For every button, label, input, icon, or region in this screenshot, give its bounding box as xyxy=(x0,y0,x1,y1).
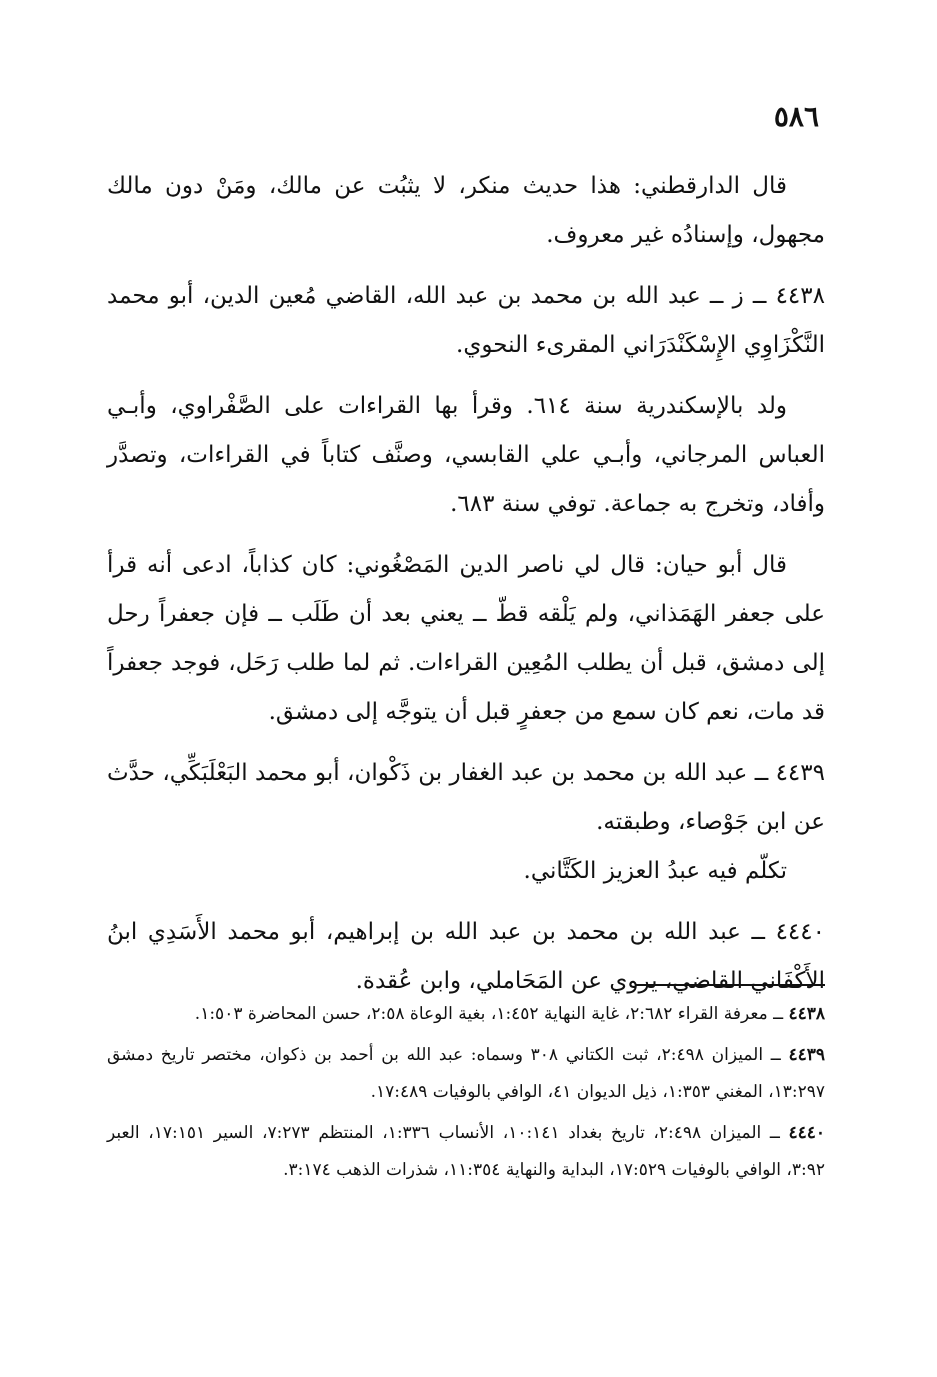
main-text xyxy=(107,162,825,1006)
footnote-divider xyxy=(635,984,825,986)
paragraph-daraqutni: قال الدارقطني: هذا حديث منكر، لا يثبُت عن مالك، ومَنْ دون مالك مجهول، وإسنادُه غير معروف. xyxy=(107,173,825,248)
paragraph-abu-hayyan: قال أبو حيان: قال لي ناصر الدين المَصْغُوني: كان كذاباً، ادعى أنه قرأ على جعفر الهَمَذاني، ولم يَلْقه قطّ ــ يعني بعد أن طَلَب ــ فإن جعفراً رحل إلى دمشق، قبل أن يطلب المُعِين القراءات. ثم لما طلب رَحَل، فوجد جعفراً قد مات، نعم كان سمع من جعفرٍ قبل أن يتوجَّه إلى دمشق. xyxy=(107,552,825,725)
page-number: ٥٨٦ xyxy=(773,100,819,133)
footnote-item xyxy=(107,1115,825,1189)
footnote-number: ٤٤٣٩ xyxy=(788,1045,825,1065)
entry-4438: ٤٤٣٨ ــ ز ــ عبد الله بن محمد بن عبد الله، القاضي مُعين الدين، أبو محمد النَّكْزَاوِي الإِسْكَنْدَرَاني المقرىء النحوي. xyxy=(107,283,825,358)
entry-4439: ٤٤٣٩ ــ عبد الله بن محمد بن عبد الغفار بن ذَكْوان، أبو محمد البَعْلَبَكِّي، حدَّث عن ابن جَوْصاء، وطبقته. xyxy=(107,760,825,835)
footnotes xyxy=(107,996,825,1193)
footnote-text: ــ الميزان ٢:٤٩٨، تاريخ بغداد ١٠:١٤١، الأنساب ١:٣٣٦، المنتظم ٧:٢٧٣، السير ١٧:١٥١، العبر ٣:٩٢، الوافي بالوفيات ١٧:٥٢٩، البداية والنهاية ١١:٣٥٤، شذرات الذهب ٣:١٧٤. xyxy=(107,1123,825,1180)
footnote-number: ٤٤٤٠ xyxy=(788,1123,825,1143)
entry-4440: ٤٤٤٠ ــ عبد الله بن محمد بن عبد الله بن إبراهيم، أبو محمد الأَسَدِي ابنُ الأَكْفَاني القاضي، يروي عن المَحَاملي، وابن عُقدة. xyxy=(107,919,825,994)
footnote-item xyxy=(107,996,825,1033)
footnote-item xyxy=(107,1037,825,1111)
footnote-text: ــ معرفة القراء ٢:٦٨٢، غاية النهاية ١:٤٥٢، بغية الوعاة ٢:٥٨، حسن المحاضرة ١:٥٠٣. xyxy=(194,1004,784,1024)
footnote-number: ٤٤٣٨ xyxy=(788,1004,825,1024)
paragraph-kattani: تكلّم فيه عبدُ العزيز الكَتَّاني. xyxy=(523,858,787,884)
paragraph-birth: ولد بالإسكندرية سنة ٦١٤. وقرأ بها القراءات على الصَّفْراوي، وأبـي العباس المرجاني، وأبـي علي القابسي، وصنَّف كتاباً في القراءات، وتصدَّر وأفاد، وتخرج به جماعة. توفي سنة ٦٨٣. xyxy=(107,393,825,517)
footnote-text: ــ الميزان ٢:٤٩٨، ثبت الكتاني ٣٠٨ وسماه: عبد الله بن أحمد بن ذكوان، مختصر تاريخ دمشق ١٣:٢٩٧، المغني ١:٣٥٣، ذيل الديوان ٤١، الوافي بالوفيات ١٧:٤٨٩. xyxy=(107,1045,825,1102)
